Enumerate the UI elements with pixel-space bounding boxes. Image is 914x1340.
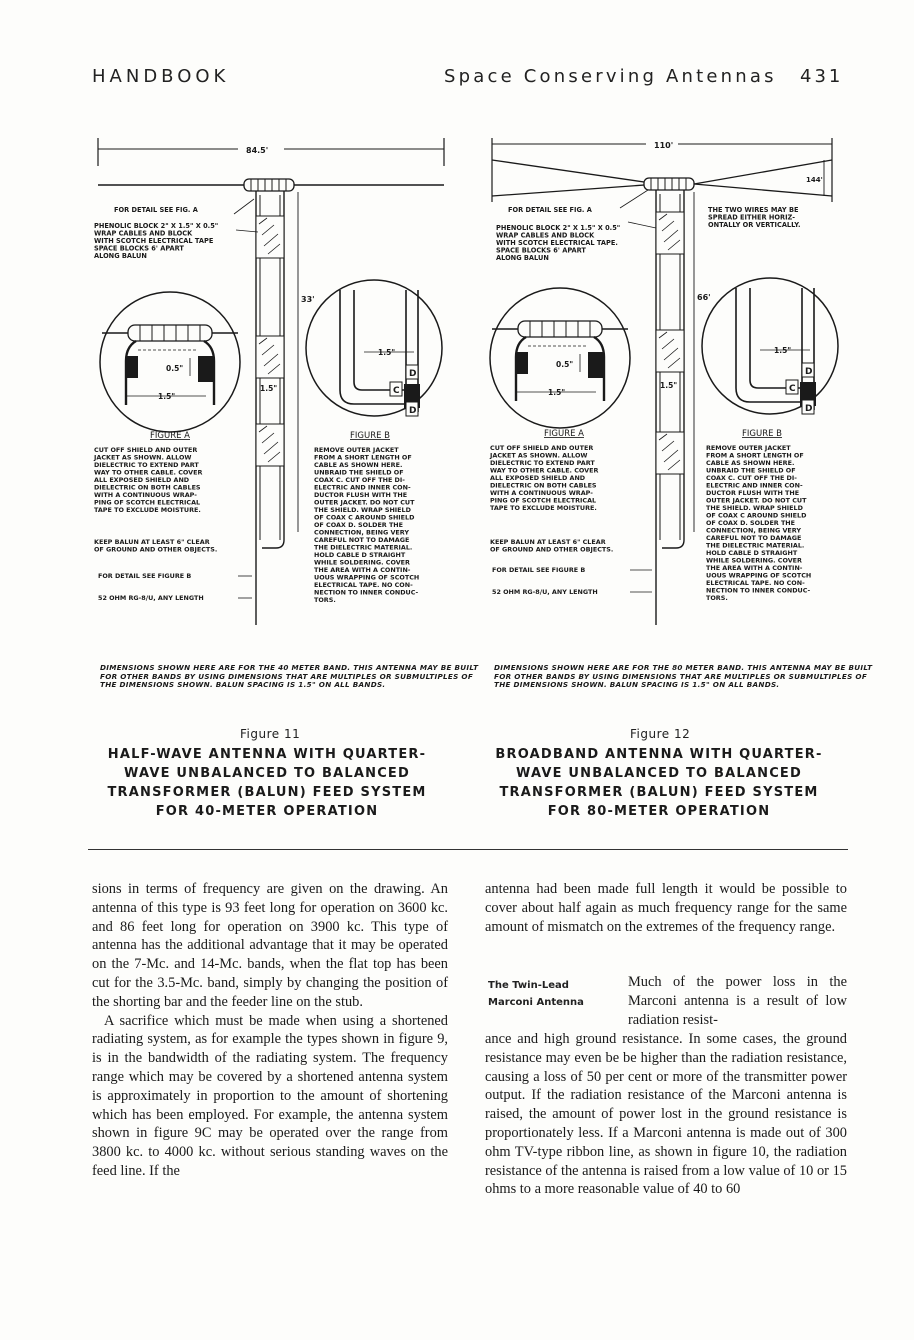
figure-b-text-line: OF COAX D. SOLDER THE (314, 521, 404, 529)
figure-a-text-line: JACKET AS SHOWN. ALLOW (94, 453, 192, 462)
figure-b-text-line: DUCTOR FLUSH WITH THE (314, 491, 408, 499)
balun-spacing: 1.5" (660, 381, 678, 390)
figure-b-text-line: TORS. (314, 596, 336, 604)
side-heading (488, 977, 618, 1011)
figure-12-title: BROADBAND ANTENNA WITH QUARTER-WAVE UNBALANCED TO BALANCED TRANSFORMER (BALUN) FEED SYSTEM FOR 80-METER OPERATION (495, 747, 823, 819)
detail-a-circle (100, 292, 240, 432)
phenolic-block (256, 336, 284, 378)
body-paragraph: sions in terms of frequency are given on the drawing. An antenna of this type is 93 feet long for operation on 3600 kc. and 86 feet long for operation on 3900 kc. This type of antenna has the additional advantage that it may be operated on the 7-Mc. and 14-Mc. bands, when the flat top has been cut for the 3.5-Mc. band, simply by changing the position of the shorting bar and the feeder line on the stub. (92, 881, 448, 1010)
span-dimension: 84.5' (246, 146, 269, 155)
figure-b-text-line: THE AREA WITH A CONTIN- (706, 564, 803, 572)
side-heading-paragraph: Much of the power loss in the Marconi antenna is a result of low radiation resist- (628, 974, 847, 1028)
figure-b-text-line: THE DIELECTRIC MATERIAL. (314, 543, 413, 552)
antenna-wire (694, 184, 832, 196)
label-cable: 52 OHM RG-8/U, ANY LENGTH (492, 588, 598, 596)
leader-line (234, 199, 254, 214)
figure-a-text-line: CUT OFF SHIELD AND OUTER (94, 446, 198, 454)
label-detail-b: FOR DETAIL SEE FIGURE B (492, 566, 586, 574)
label-block-line: PHENOLIC BLOCK 2" X 1.5" X 0.5" (94, 222, 219, 230)
detail-b-circle (306, 280, 442, 416)
figure-a-title: FIGURE A (150, 431, 190, 441)
figure-11-number: Figure 11 (240, 727, 301, 741)
leader-line (236, 230, 258, 232)
side-heading-line: Marconi Antenna (488, 997, 584, 1008)
section-divider (88, 849, 848, 850)
running-head-left: HANDBOOK (92, 66, 230, 87)
figure-b-text-line: HOLD CABLE D STRAIGHT (314, 551, 406, 559)
label-spread-line: SPREAD EITHER HORIZ- (708, 213, 795, 222)
length-dimension: 66' (697, 293, 711, 302)
dim-a-width: 1.5" (548, 388, 566, 397)
figure-a-text-line: TAPE TO EXCLUDE MOISTURE. (490, 504, 597, 512)
figure-a-text-line: DIELECTRIC TO EXTEND PART (490, 459, 595, 467)
figure-b-text-line: CONNECTION, BEING VERY (314, 528, 409, 537)
coax-label-d: D (805, 404, 813, 414)
figure-b-text-line: ELECTRICAL TAPE. NO CON- (706, 579, 805, 587)
label-block-line: WRAP CABLES AND BLOCK (94, 229, 193, 238)
figure-a-text-line: JACKET AS SHOWN. ALLOW (490, 451, 588, 460)
figure-a-text-line: WAY TO OTHER CABLE. COVER (94, 468, 203, 477)
figure-b-text-line: WHILE SOLDERING. COVER (706, 556, 802, 565)
figure-b-text-line: UNBRAID THE SHIELD OF (314, 468, 404, 477)
label-cable: 52 OHM RG-8/U, ANY LENGTH (98, 594, 204, 602)
figure-b-text-line: COAX C. CUT OFF THE DI- (706, 474, 797, 482)
body-column-right (485, 880, 847, 936)
figure-b-text-line: CABLE AS SHOWN HERE. (314, 461, 403, 469)
span-dimension: 110' (654, 141, 674, 150)
figure-b-text-line: REMOVE OUTER JACKET (314, 446, 399, 454)
figure-b-text-line: THE SHIELD. WRAP SHIELD (314, 506, 411, 514)
figure-b-text-line: REMOVE OUTER JACKET (706, 444, 791, 452)
figure-a-text-line: ALL EXPOSED SHIELD AND (94, 476, 190, 484)
phenolic-block (656, 330, 684, 372)
label-block-line: SPACE BLOCKS 6' APART (496, 246, 586, 255)
detail-a-cable-end (516, 352, 528, 374)
body-paragraph: ance and high ground resistance. In some cases, the ground resistance may even be be higher than the radiation resistance, causing a loss of 50 per cent or more of the transmitter power output. If the radiation resistance of the Marconi antenna is raised, the amount of power lost in the ground resistance is proportionately less. If a Marconi antenna is made out of 300 ohm TV-type ribbon line, as shown in figure 10, the radiation resistance of the antenna is raised from a low value of 10 or 15 ohms to a more reasonable value of 40 to 60 (485, 1031, 847, 1198)
figure-a-text-line: CUT OFF SHIELD AND OUTER (490, 444, 594, 452)
figure-b-text-line: FROM A SHORT LENGTH OF (706, 451, 804, 460)
body-paragraph: A sacrifice which must be made when using a shortened radiating system, as for example the types shown in figure 9, is in the bandwidth of the radiating system. The frequency range which may be covered by a shortened antenna system is approximately in proportion to the amount of shortening which has been employed. For example, the antenna system shown in figure 9C may be operated over the range from 3800 kc. to 4000 kc. without serious standing waves on the feed line. If the (92, 1012, 448, 1179)
figure-a-text-line: WAY TO OTHER CABLE. COVER (490, 466, 599, 475)
figure-12-diagram (478, 120, 868, 640)
label-keep-clear: KEEP BALUN AT LEAST 6" CLEAR (94, 538, 210, 546)
running-head-title: Space Conserving Antennas (444, 66, 777, 87)
detail-a-cable-end (198, 356, 214, 382)
label-block-line: PHENOLIC BLOCK 2" X 1.5" X 0.5" (496, 224, 621, 232)
label-spread-line: THE TWO WIRES MAY BE (708, 206, 799, 214)
label-block-line: WITH SCOTCH ELECTRICAL TAPE (94, 237, 214, 245)
detail-a-cable-end (126, 356, 138, 378)
figure-12-note: DIMENSIONS SHOWN HERE ARE FOR THE 80 METER BAND. THIS ANTENNA MAY BE BUILT FOR OTHER BANDS BY USING DIMENSIONS THAT ARE MULTIPLES OR SUBMULTIPLES OF THE DIMENSIONS SHOWN. BALUN SPACING IS 1.5" ON ALL BANDS. (494, 663, 873, 690)
label-detail-b: FOR DETAIL SEE FIGURE B (98, 572, 192, 580)
figure-b-text-line: TORS. (706, 594, 728, 602)
figure-b-text-line: ELECTRIC AND INNER CON- (706, 481, 803, 490)
coax-label-c: C (393, 386, 400, 396)
figure-b-text-line: OF COAX C AROUND SHIELD (314, 513, 415, 522)
antenna-wire (492, 184, 658, 196)
leader-line (620, 190, 648, 208)
detail-a-insulator (518, 321, 602, 337)
figure-11-diagram (88, 120, 478, 640)
figure-a-text-line: ALL EXPOSED SHIELD AND (490, 474, 586, 482)
figure-a-text-line: PING OF SCOTCH ELECTRICAL (490, 496, 597, 505)
phenolic-block (256, 424, 284, 466)
label-block-line: SPACE BLOCKS 6' APART (94, 244, 184, 253)
dim-b-spacing: 1.5" (378, 348, 396, 357)
coax-label-d: D (805, 367, 813, 377)
figure-b-text-line: OUTER JACKET. DO NOT CUT (314, 498, 415, 507)
page-number: 431 (800, 66, 844, 87)
figure-a-title: FIGURE A (544, 429, 584, 439)
figure-11-title: HALF-WAVE ANTENNA WITH QUARTER-WAVE UNBALANCED TO BALANCED TRANSFORMER (BALUN) FEED SYSTEM FOR 40-METER OPERATION (107, 747, 427, 819)
figure-b-text-line: FROM A SHORT LENGTH OF (314, 453, 412, 462)
figure-b-text-line: CABLE AS SHOWN HERE. (706, 459, 795, 467)
phenolic-block (656, 432, 684, 474)
figure-b-text-line: CONNECTION, BEING VERY (706, 526, 801, 535)
label-block-line: ALONG BALUN (94, 252, 147, 260)
figure-a-text-line: DIELECTRIC TO EXTEND PART (94, 461, 199, 469)
leader-line (628, 222, 656, 228)
figure-b-text-line: NECTION TO INNER CONDUC- (706, 586, 811, 595)
label-detail-a: FOR DETAIL SEE FIG. A (114, 206, 198, 214)
detail-a-insulator (128, 325, 212, 341)
side-heading-line: The Twin-Lead (488, 980, 569, 991)
detail-a-circle (490, 288, 630, 428)
phenolic-block (656, 212, 684, 254)
label-detail-a: FOR DETAIL SEE FIG. A (508, 206, 592, 214)
dim-a-spacing: 0.5" (556, 360, 574, 369)
figure-b-text-line: DUCTOR FLUSH WITH THE (706, 489, 800, 497)
figure-a-text-line: WITH A CONTINUOUS WRAP- (94, 491, 197, 499)
figure-b-text-line: THE DIELECTRIC MATERIAL. (706, 541, 805, 550)
figure-a-text-line: DIELECTRIC ON BOTH CABLES (490, 481, 597, 490)
figure-b-text-line: UOUS WRAPPING OF SCOTCH (314, 573, 420, 582)
figure-b-text-line: WHILE SOLDERING. COVER (314, 558, 410, 567)
length-dimension: 33' (301, 295, 315, 304)
figure-b-text-line: ELECTRICAL TAPE. NO CON- (314, 581, 413, 589)
figure-b-title: FIGURE B (350, 431, 391, 441)
figure-b-text-line: HOLD CABLE D STRAIGHT (706, 549, 798, 557)
dim-a-width: 1.5" (158, 392, 176, 401)
figure-b-text-line: UNBRAID THE SHIELD OF (706, 466, 796, 475)
figure-b-text-line: NECTION TO INNER CONDUC- (314, 588, 419, 597)
figure-a-text-line: WITH A CONTINUOUS WRAP- (490, 489, 593, 497)
figure-b-title: FIGURE B (742, 429, 783, 439)
figure-b-text-line: ELECTRIC AND INNER CON- (314, 483, 411, 492)
figure-b-text-line: COAX C. CUT OFF THE DI- (314, 476, 405, 484)
figure-a-text-line: TAPE TO EXCLUDE MOISTURE. (94, 506, 201, 514)
height-dimension: 144' (806, 176, 823, 184)
figure-b-text-line: OF COAX D. SOLDER THE (706, 519, 796, 527)
coax-label-c: C (789, 384, 796, 394)
label-block-line: ALONG BALUN (496, 254, 549, 262)
figure-b-text-line: CAREFUL NOT TO DAMAGE (314, 536, 410, 544)
label-keep-clear: OF GROUND AND OTHER OBJECTS. (94, 545, 218, 554)
body-paragraph: antenna had been made full length it would be possible to cover about half again as much frequency range for the same amount of mismatch on the extremes of the frequency range. (485, 881, 847, 935)
detail-b-circle (702, 278, 838, 414)
figure-b-text-line: OUTER JACKET. DO NOT CUT (706, 496, 807, 505)
figure-b-text-line: THE AREA WITH A CONTIN- (314, 566, 411, 574)
antenna-wire (492, 160, 658, 184)
figure-a-text-line: DIELECTRIC ON BOTH CABLES (94, 483, 201, 492)
figure-b-text-line: OF COAX C AROUND SHIELD (706, 511, 807, 520)
figure-12-number: Figure 12 (630, 727, 691, 741)
label-keep-clear: KEEP BALUN AT LEAST 6" CLEAR (490, 538, 606, 546)
label-keep-clear: OF GROUND AND OTHER OBJECTS. (490, 545, 614, 554)
coax-label-d: D (409, 369, 417, 379)
label-spread-line: ONTALLY OR VERTICALLY. (708, 221, 801, 229)
label-block-line: WITH SCOTCH ELECTRICAL TAPE. (496, 239, 618, 247)
detail-a-cable-end (588, 352, 604, 378)
phenolic-block (256, 216, 284, 258)
figure-b-text-line: THE SHIELD. WRAP SHIELD (706, 504, 803, 512)
figure-a-text-line: PING OF SCOTCH ELECTRICAL (94, 498, 201, 507)
dim-b-spacing: 1.5" (774, 346, 792, 355)
dim-a-spacing: 0.5" (166, 364, 184, 373)
label-block-line: WRAP CABLES AND BLOCK (496, 231, 595, 240)
figure-b-text-line: UOUS WRAPPING OF SCOTCH (706, 571, 812, 580)
figure-11-note: DIMENSIONS SHOWN HERE ARE FOR THE 40 METER BAND. THIS ANTENNA MAY BE BUILT FOR OTHER BANDS BY USING DIMENSIONS THAT ARE MULTIPLES OR SUBMULTIPLES OF THE DIMENSIONS SHOWN. BALUN SPACING IS 1.5" ON ALL BANDS. (100, 663, 479, 690)
coax-label-d: D (409, 406, 417, 416)
balun-spacing: 1.5" (260, 384, 278, 393)
figure-b-text-line: CAREFUL NOT TO DAMAGE (706, 534, 802, 542)
body-column-left (92, 880, 448, 1181)
